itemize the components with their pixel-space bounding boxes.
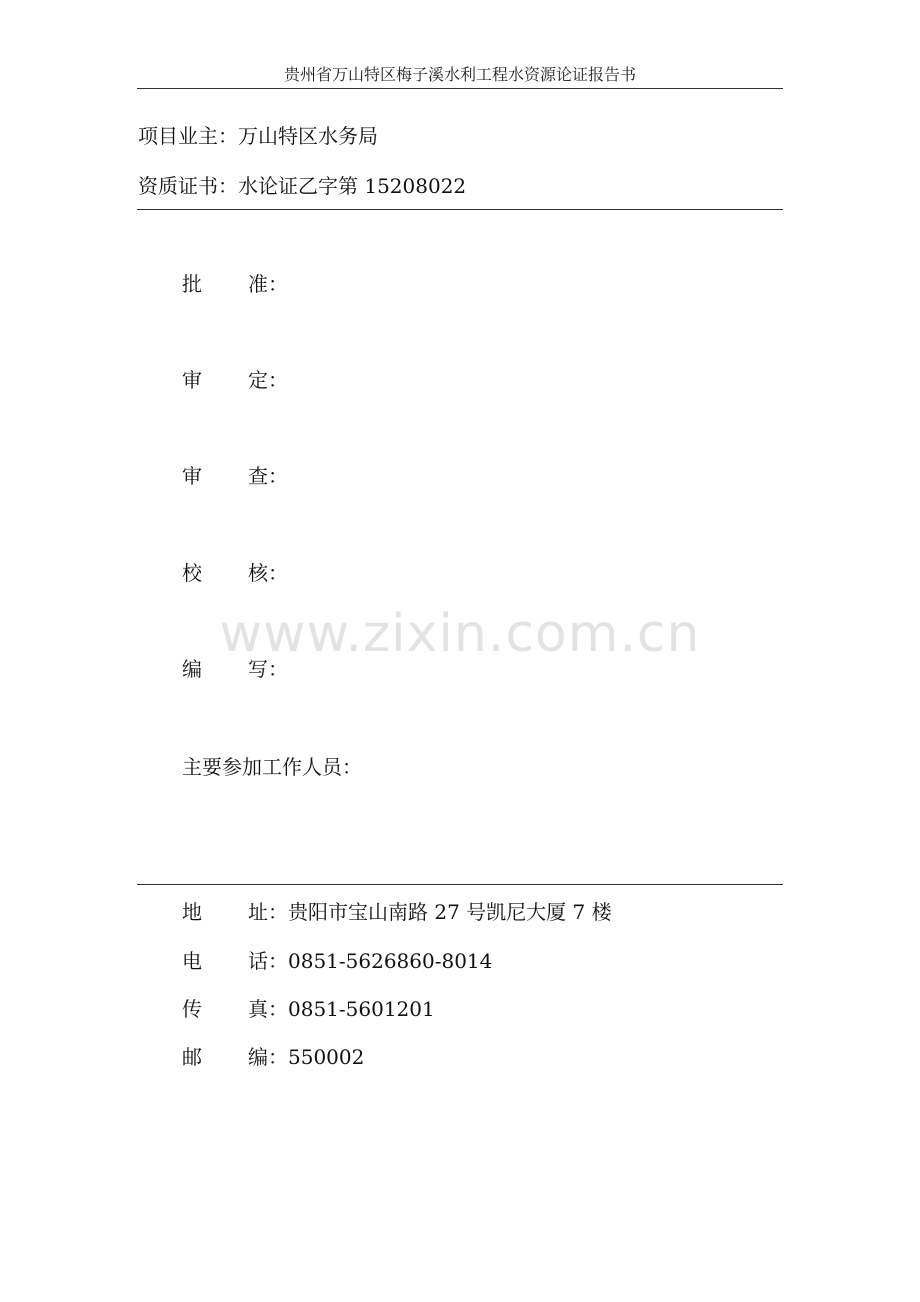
contact-value: 0851-5626860-8014 (288, 949, 493, 973)
contact-label-char1: 电 (182, 949, 202, 973)
contact-label-char2: 址： (248, 900, 288, 924)
signature-row-approve (182, 270, 288, 298)
contact-value: 550002 (288, 1045, 365, 1069)
signature-label-char2: 核： (248, 561, 288, 585)
signature-row-finalize (182, 366, 288, 394)
project-owner-line (138, 122, 378, 150)
signature-row-check (182, 559, 288, 587)
info-divider (137, 209, 783, 210)
signature-label-char1: 审 (182, 464, 202, 488)
contact-divider (137, 884, 783, 885)
main-staff-label: 主要参加工作人员： (182, 755, 362, 779)
signature-row-review (182, 462, 288, 490)
signature-label-char2: 查： (248, 464, 288, 488)
signature-label-char2: 定： (248, 368, 288, 392)
cert-label: 资质证书： (138, 174, 238, 198)
page-header-title: 贵州省万山特区梅子溪水利工程水资源论证报告书 (283, 65, 636, 84)
contact-label-char1: 传 (182, 997, 202, 1021)
contact-value: 贵阳市宝山南路 27 号凯尼大厦 7 楼 (288, 900, 612, 924)
signature-label-char1: 审 (182, 368, 202, 392)
contact-label-char2: 话： (248, 949, 288, 973)
owner-value: 万山特区水务局 (238, 124, 378, 148)
signature-label-char2: 准： (248, 272, 288, 296)
signature-label-char1: 校 (182, 561, 202, 585)
owner-label: 项目业主： (138, 124, 238, 148)
contact-label-char2: 编： (248, 1045, 288, 1069)
watermark-text: www.zixin.com.cn (219, 604, 701, 664)
header-divider (137, 88, 783, 89)
contact-row-phone (182, 947, 492, 975)
contact-row-address (182, 898, 612, 926)
cert-value: 水论证乙字第 15208022 (238, 174, 467, 198)
contact-label-char1: 地 (182, 900, 202, 924)
contact-row-postcode (182, 1043, 364, 1071)
contact-value: 0851-5601201 (288, 997, 435, 1021)
contact-row-fax (182, 995, 435, 1023)
certificate-line (138, 172, 466, 200)
contact-label-char2: 真： (248, 997, 288, 1021)
signature-label-char2: 写： (248, 657, 288, 681)
signature-label-char1: 编 (182, 657, 202, 681)
signature-label-char1: 批 (182, 272, 202, 296)
contact-label-char1: 邮 (182, 1045, 202, 1069)
